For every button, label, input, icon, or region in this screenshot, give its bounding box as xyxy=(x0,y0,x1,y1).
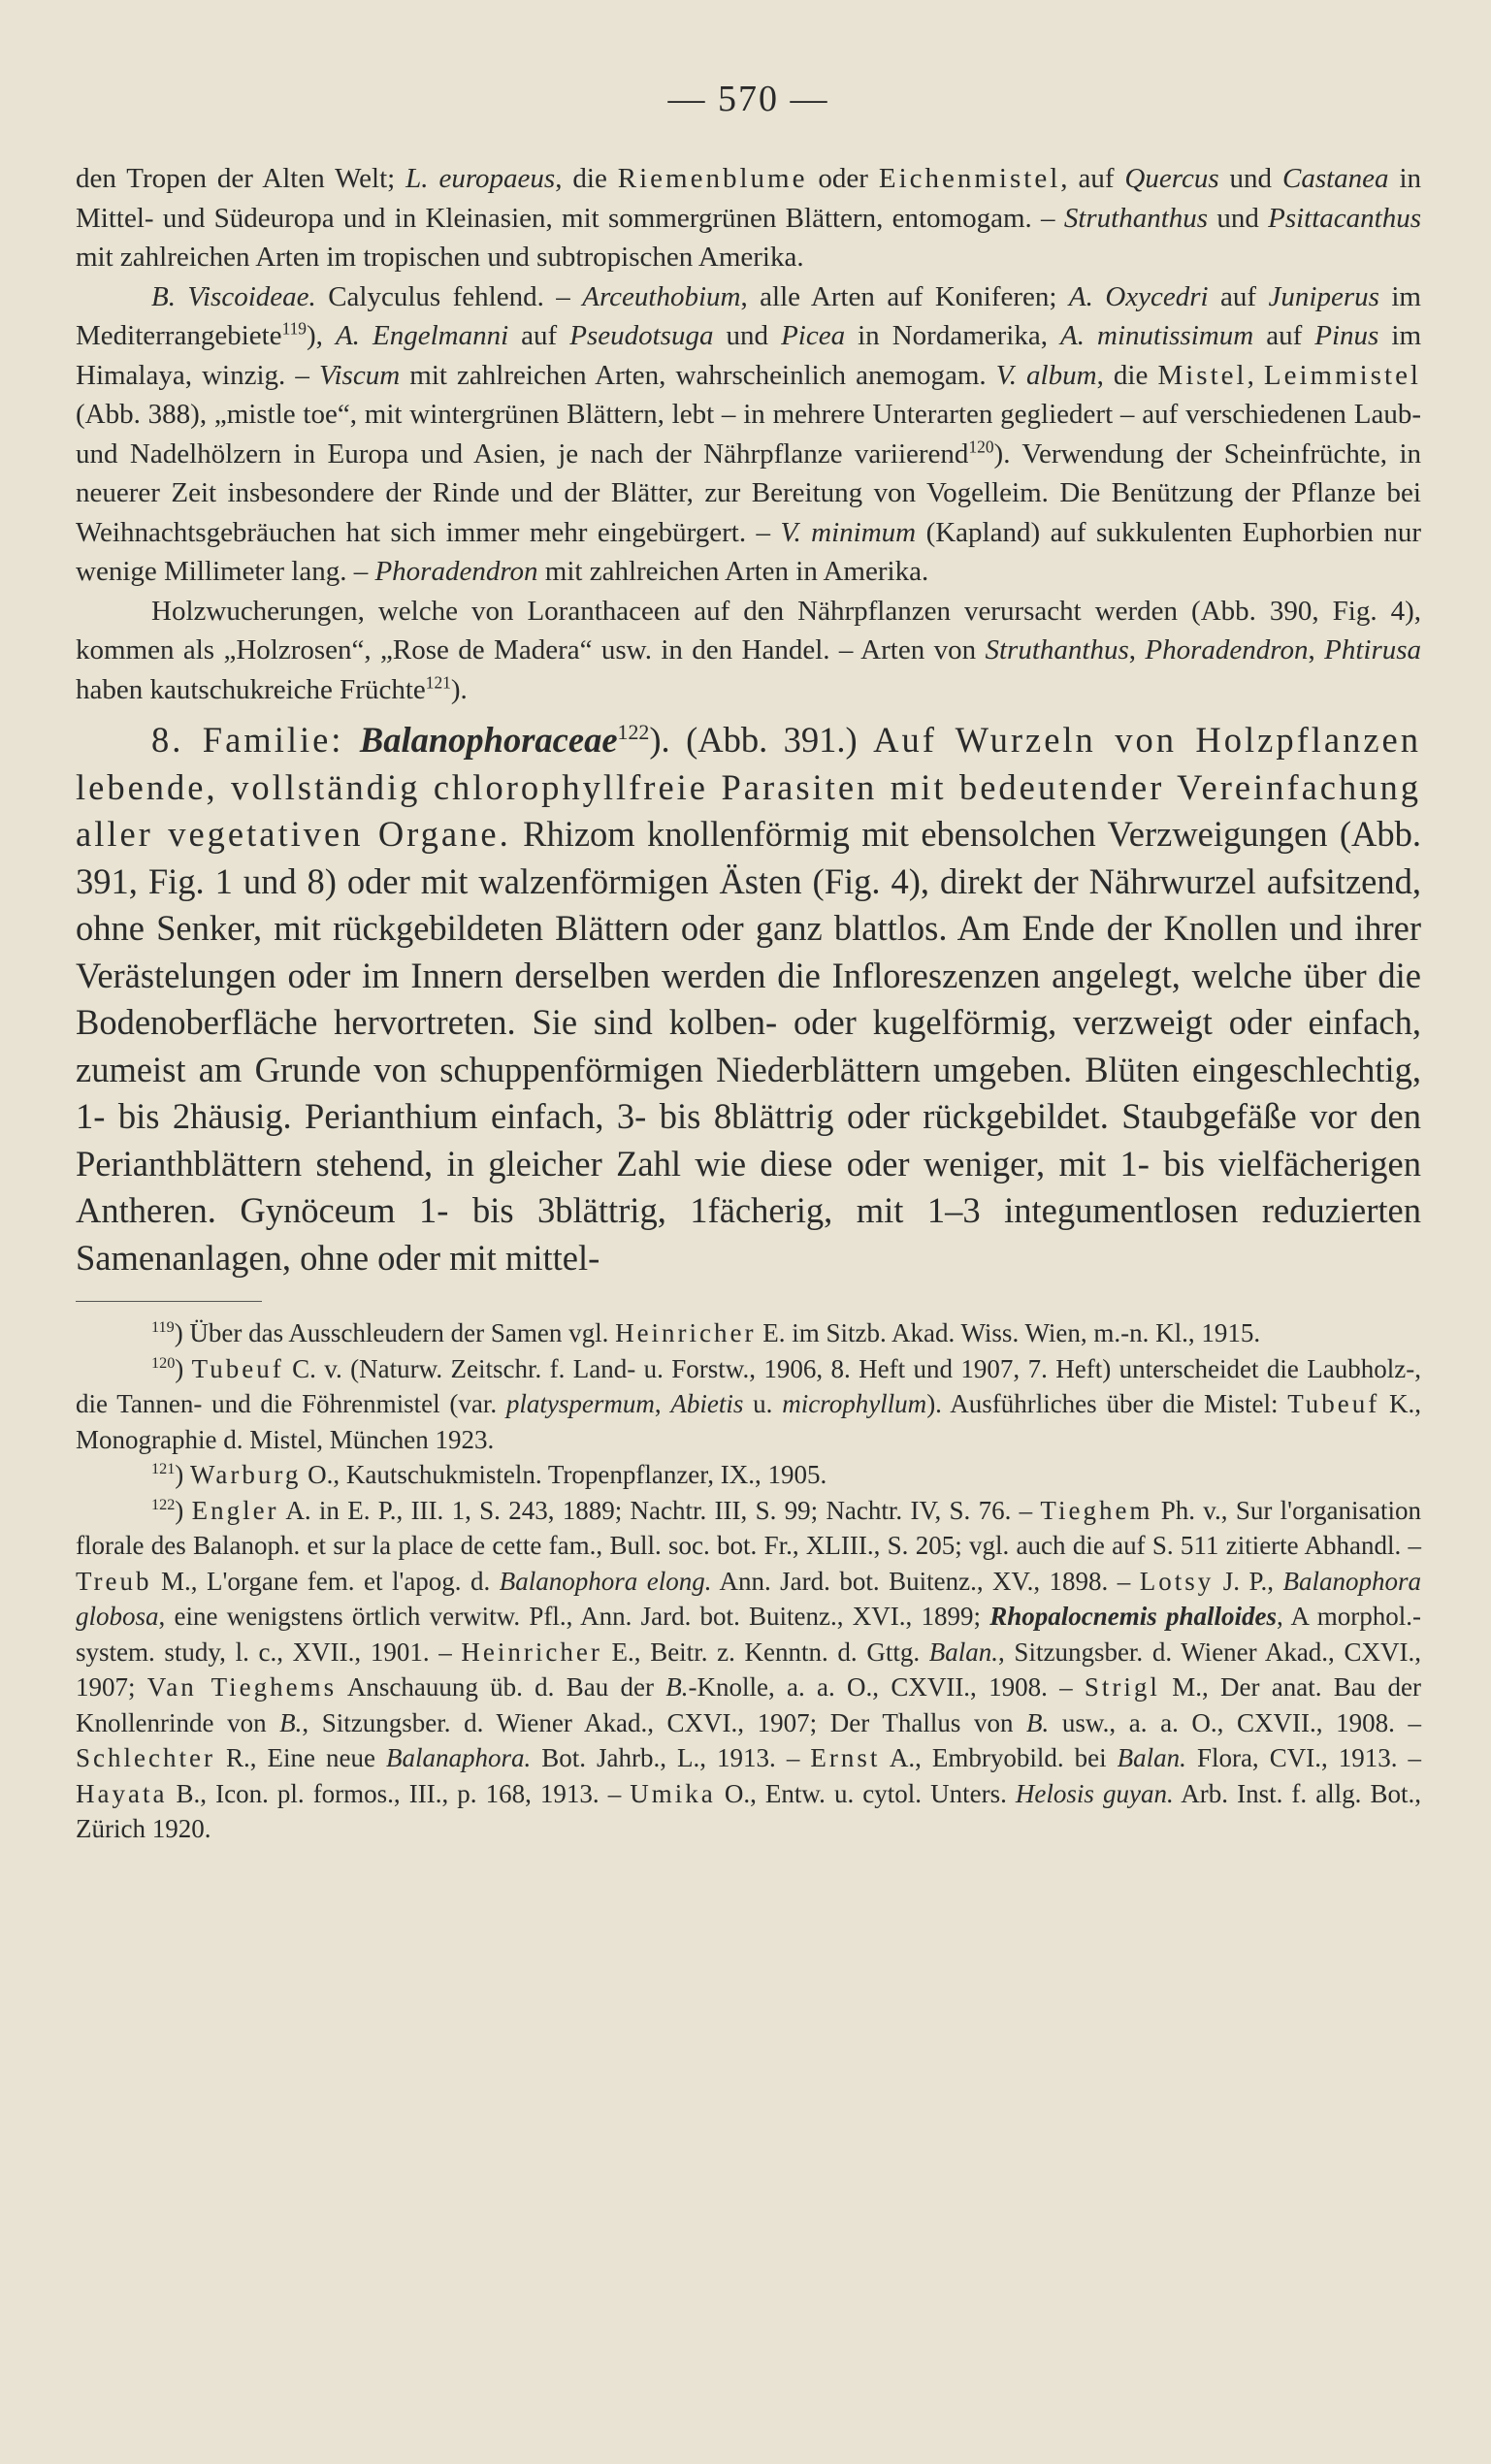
text: ) xyxy=(175,1460,191,1489)
text: , xyxy=(1247,359,1264,391)
text: im Mediterrangebiete xyxy=(76,280,1421,351)
text: E. im Sitzb. Akad. Wiss. Wien, m.-n. Kl., 1915. xyxy=(756,1318,1261,1347)
text: und xyxy=(1208,202,1269,234)
main-section xyxy=(76,717,1421,1281)
author-name: Tubeuf xyxy=(191,1353,284,1383)
text: A., Embryobild. bei xyxy=(880,1743,1118,1772)
text: und xyxy=(713,320,782,351)
text: oder xyxy=(807,163,879,194)
text: R., Eine neue xyxy=(214,1743,386,1772)
taxon-name: V. minimum xyxy=(780,516,917,548)
footnote-ref[interactable]: 120 xyxy=(968,436,994,456)
taxon-name: B. xyxy=(665,1672,689,1702)
text: O., Entw. u. cytol. Unters. xyxy=(715,1778,1016,1808)
text: Ph. v., Sur l'organisation florale des Balanoph. et sur la place de cette fam., Bull. soc. bot. Fr., XLIII., S. 205; vgl. auch die auf S. 511 zitierte Abhandl. – xyxy=(76,1495,1421,1560)
taxon-name: Balanaphora. xyxy=(385,1743,532,1772)
footnote-ref[interactable]: 122 xyxy=(617,719,650,744)
author-name: Heinricher xyxy=(461,1637,602,1667)
footnote-121 xyxy=(76,1457,1421,1493)
taxon-name: Balanophora globosa xyxy=(76,1566,1421,1631)
emphasized-text: Auf Wurzeln von Holzpflanzen lebende, vollständig chlorophyllfreie Parasiten mit bedeutender Vereinfachung aller vegetativen Organe. xyxy=(76,720,1421,854)
text: ). Verwendung der Scheinfrüchte, in neuerer Zeit insbesondere der Rinde und der Blätter, zur Bereitung von Vogelleim. Die Benützung der Pflanze bei Weihnachtsgebräuchen hat sich immer mehr eingebürgert. – xyxy=(76,438,1421,548)
text: B., Icon. pl. formos., III., p. 168, 1913. – xyxy=(167,1778,631,1808)
author-name: Tieghem xyxy=(1040,1495,1153,1525)
author-name: Umika xyxy=(630,1778,716,1808)
taxon-name: Balan. xyxy=(928,1637,999,1667)
text: Ann. Jard. bot. Buitenz., XV., 1898. – xyxy=(711,1566,1140,1596)
footnote-number: 122 xyxy=(151,1495,176,1513)
text: ) xyxy=(175,1495,192,1525)
text: haben kautschukreiche Früchte xyxy=(76,673,426,705)
footnote-ref[interactable]: 119 xyxy=(281,318,308,339)
taxon-name: Pinus xyxy=(1314,320,1379,351)
text: , die xyxy=(1096,359,1158,391)
text: ) xyxy=(175,1353,192,1383)
text: K., Monographie d. Mistel, München 1923. xyxy=(76,1389,1422,1454)
text: Rhizom knollenförmig mit ebensolchen Verzweigungen (Abb. 391, Fig. 1 und 8) oder mit walzenförmigen Ästen (Fig. 4), direkt der Nährwurzel aufsitzend, ohne Senker, mit rückgebildeten Blättern oder ganz blattlos. Am Ende der Knollen und ihrer Verästelungen oder im Innern derselben werden die Infloreszenzen angelegt, welche über die Bodenoberfläche hervortreten. Sie sind kolben- oder kugelförmig, verzweigt oder einfach, zumeist am Grunde von schuppenförmigen Niederblättern umgeben. Blüten eingeschlechtig, 1- bis 2häusig. Perianthium einfach, 3- bis 8blättrig oder rückgebildet. Staubgefäße vor den Perianthblättern stehend, in gleicher Zahl wie diese oder weniger, mit 1- bis vielfächerigen Antheren. Gynöceum 1- bis 3blättrig, 1fächerig, mit 1–3 integumentlosen reduzierten Samenanlagen, ohne oder mit mittel- xyxy=(76,814,1421,1278)
text: den Tropen der Alten Welt; xyxy=(76,163,406,194)
text: usw., a. a. O., CXVII., 1908. – xyxy=(1049,1707,1421,1737)
text: ). (Abb. 391.) xyxy=(649,720,874,760)
author-name: Treub xyxy=(76,1566,152,1596)
taxon-name: Psittacanthus xyxy=(1268,202,1422,234)
taxon-name: A. Oxycedri xyxy=(1068,280,1209,312)
taxon-name: Helosis guyan. xyxy=(1015,1778,1174,1808)
author-name: Warburg xyxy=(190,1460,302,1489)
text: auf xyxy=(508,320,570,351)
family-name: Balanophoraceae xyxy=(359,720,618,760)
page-number: — 570 — xyxy=(667,79,829,119)
author-name: Ernst xyxy=(810,1743,881,1772)
text: Anschauung üb. d. Bau der xyxy=(337,1672,666,1702)
taxon-name: Castanea xyxy=(1281,163,1389,194)
paragraph-holzrosen xyxy=(76,592,1421,710)
common-name: Leimmistel xyxy=(1263,359,1421,391)
taxon-name: platyspermum xyxy=(505,1389,655,1418)
taxon-name: Abietis xyxy=(670,1389,744,1418)
text: im Himalaya, winzig. – xyxy=(76,320,1422,391)
text: J. P., xyxy=(1214,1566,1283,1596)
text: (Kapland) auf sukkulenten Euphorbien nur wenige Millimeter lang. – xyxy=(76,516,1422,587)
text: , auf xyxy=(1060,163,1125,194)
taxon-name: B. xyxy=(279,1707,303,1737)
paragraph-balanophoraceae xyxy=(76,717,1421,1281)
text: Holzwucherungen, welche von Loranthaceen auf den Nährpflanzen verursacht werden (Abb. 390, Fig. 4), kommen als „Holzrosen“, „Rose de Madera“ usw. in den Handel. – Arten von xyxy=(76,595,1421,665)
text: M., Der anat. Bau der Knollenrinde von xyxy=(76,1672,1421,1737)
paragraph-loranthus xyxy=(76,159,1421,277)
text: , eine wenigstens örtlich verwitw. Pfl., Ann. Jard. bot. Buitenz., XVI., 1899; xyxy=(158,1602,990,1631)
taxon-name: A. minutissimum xyxy=(1060,320,1254,351)
footnotes xyxy=(76,1315,1421,1847)
taxon-name: Picea xyxy=(781,320,846,351)
text: ). xyxy=(450,673,468,705)
taxon-name: Phoradendron xyxy=(374,556,538,587)
taxon-name: Balanophora elong. xyxy=(499,1566,712,1596)
footnote-number: 121 xyxy=(151,1460,176,1477)
footnote-122 xyxy=(76,1493,1421,1847)
text: E., Beitr. z. Kenntn. d. Gttg. xyxy=(601,1637,929,1667)
text: Arb. Inst. f. allg. Bot., Zürich 1920. xyxy=(76,1778,1422,1843)
text: mit zahlreichen Arten in Amerika. xyxy=(537,556,929,587)
author-name: Strigl xyxy=(1084,1672,1160,1702)
text: , xyxy=(1308,634,1325,665)
paragraph-viscoideae xyxy=(76,277,1421,592)
author-name: Schlechter xyxy=(76,1743,215,1772)
common-name: Riemenblume xyxy=(617,163,808,194)
common-name: Eichenmistel xyxy=(878,163,1061,194)
text: , xyxy=(654,1389,671,1418)
footnote-number: 119 xyxy=(151,1318,175,1336)
author-name: Heinricher xyxy=(615,1318,757,1347)
taxon-name: Rhopalocnemis phalloides xyxy=(989,1602,1278,1631)
text: ) Über das Ausschleudern der Samen vgl. xyxy=(174,1318,616,1347)
text: , A morphol.-system. study, l. c., XVII., 1901. – xyxy=(76,1602,1421,1667)
taxon-name: B. xyxy=(1026,1707,1050,1737)
text: in Nordamerika, xyxy=(845,320,1061,351)
text: (Abb. 388), „mistle toe“, mit wintergrünen Blättern, lebt – in mehrere Unterarten gegliedert – auf verschiedenen Laub- und Nadelhölzern in Europa und Asien, je nach der Nährpflanze variierend xyxy=(76,399,1421,470)
text: ), xyxy=(307,320,336,351)
text: , alle Arten auf Koniferen; xyxy=(740,280,1069,312)
text: M., L'organe fem. et l'apog. d. xyxy=(151,1566,500,1596)
taxon-name: Juniperus xyxy=(1268,280,1379,312)
taxon-name: Viscum xyxy=(318,359,401,391)
author-name: Tubeuf xyxy=(1287,1389,1380,1418)
taxon-name: microphyllum xyxy=(782,1389,927,1418)
text: C. v. (Naturw. Zeitschr. f. Land- u. Forstw., 1906, 8. Heft und 1907, 7. Heft) unterscheidet die Laubholz-, die Tannen- und die Föhrenmistel (var. xyxy=(76,1353,1421,1418)
footnote-number: 120 xyxy=(151,1353,176,1372)
text: in Mittel- und Südeuropa und in Kleinasien, mit sommergrünen Blättern, entomogam. – xyxy=(76,163,1422,234)
taxon-name: Balan. xyxy=(1117,1743,1186,1772)
taxon-name: Struthanthus xyxy=(1063,202,1209,234)
taxon-name: Phtirusa xyxy=(1324,634,1422,665)
text xyxy=(343,720,359,760)
lead-section xyxy=(76,159,1421,709)
author-name: Lotsy xyxy=(1139,1566,1215,1596)
taxon-name: Quercus xyxy=(1124,163,1219,194)
text: Flora, CVI., 1913. – xyxy=(1185,1743,1421,1772)
taxon-name: Pseudotsuga xyxy=(569,320,714,351)
text: mit zahlreichen Arten im tropischen und subtropischen Amerika. xyxy=(76,242,804,273)
text: A. in E. P., III. 1, S. 243, 1889; Nachtr. III, S. 99; Nachtr. IV, S. 76. – xyxy=(278,1495,1041,1525)
text: , Sitzungsber. d. Wiener Akad., CXVI., 1907; xyxy=(76,1637,1421,1702)
author-name: Van Tieghems xyxy=(146,1672,338,1702)
text: u. xyxy=(743,1389,783,1418)
taxon-name: L. europaeus xyxy=(405,163,556,194)
text: mit zahlreichen Arten, wahrscheinlich anemogam. xyxy=(400,359,996,391)
footnote-119 xyxy=(76,1315,1421,1351)
taxon-name: Struthanthus xyxy=(985,634,1129,665)
taxon-name: Phoradendron xyxy=(1145,634,1309,665)
taxon-name: V. album xyxy=(995,359,1097,391)
text: , xyxy=(1128,634,1146,665)
text: Bot. Jahrb., L., 1913. – xyxy=(531,1743,811,1772)
text: O., Kautschukmisteln. Tropenpflanzer, IX., 1905. xyxy=(301,1460,827,1489)
text: Calyculus fehlend. – xyxy=(315,280,583,312)
footnote-ref[interactable]: 121 xyxy=(425,671,451,692)
family-label: 8. Familie: xyxy=(151,720,344,760)
footnote-divider xyxy=(76,1301,262,1302)
text: auf xyxy=(1253,320,1315,351)
text: ). Ausführliches über die Mistel: xyxy=(926,1389,1288,1418)
text: , die xyxy=(555,163,618,194)
common-name: Mistel xyxy=(1157,359,1248,391)
text: und xyxy=(1218,163,1282,194)
taxon-name: Arceuthobium xyxy=(582,280,741,312)
taxon-name: A. Engelmanni xyxy=(335,320,509,351)
footnote-120 xyxy=(76,1351,1421,1458)
text: , Sitzungsber. d. Wiener Akad., CXVI., 1907; Der Thallus von xyxy=(302,1707,1027,1737)
subfamily-heading: B. Viscoideae. xyxy=(151,280,316,312)
author-name: Hayata xyxy=(76,1778,168,1808)
text: auf xyxy=(1208,280,1269,312)
author-name: Engler xyxy=(191,1495,279,1525)
text: -Knolle, a. a. O., CXVII., 1908. – xyxy=(688,1672,1085,1702)
